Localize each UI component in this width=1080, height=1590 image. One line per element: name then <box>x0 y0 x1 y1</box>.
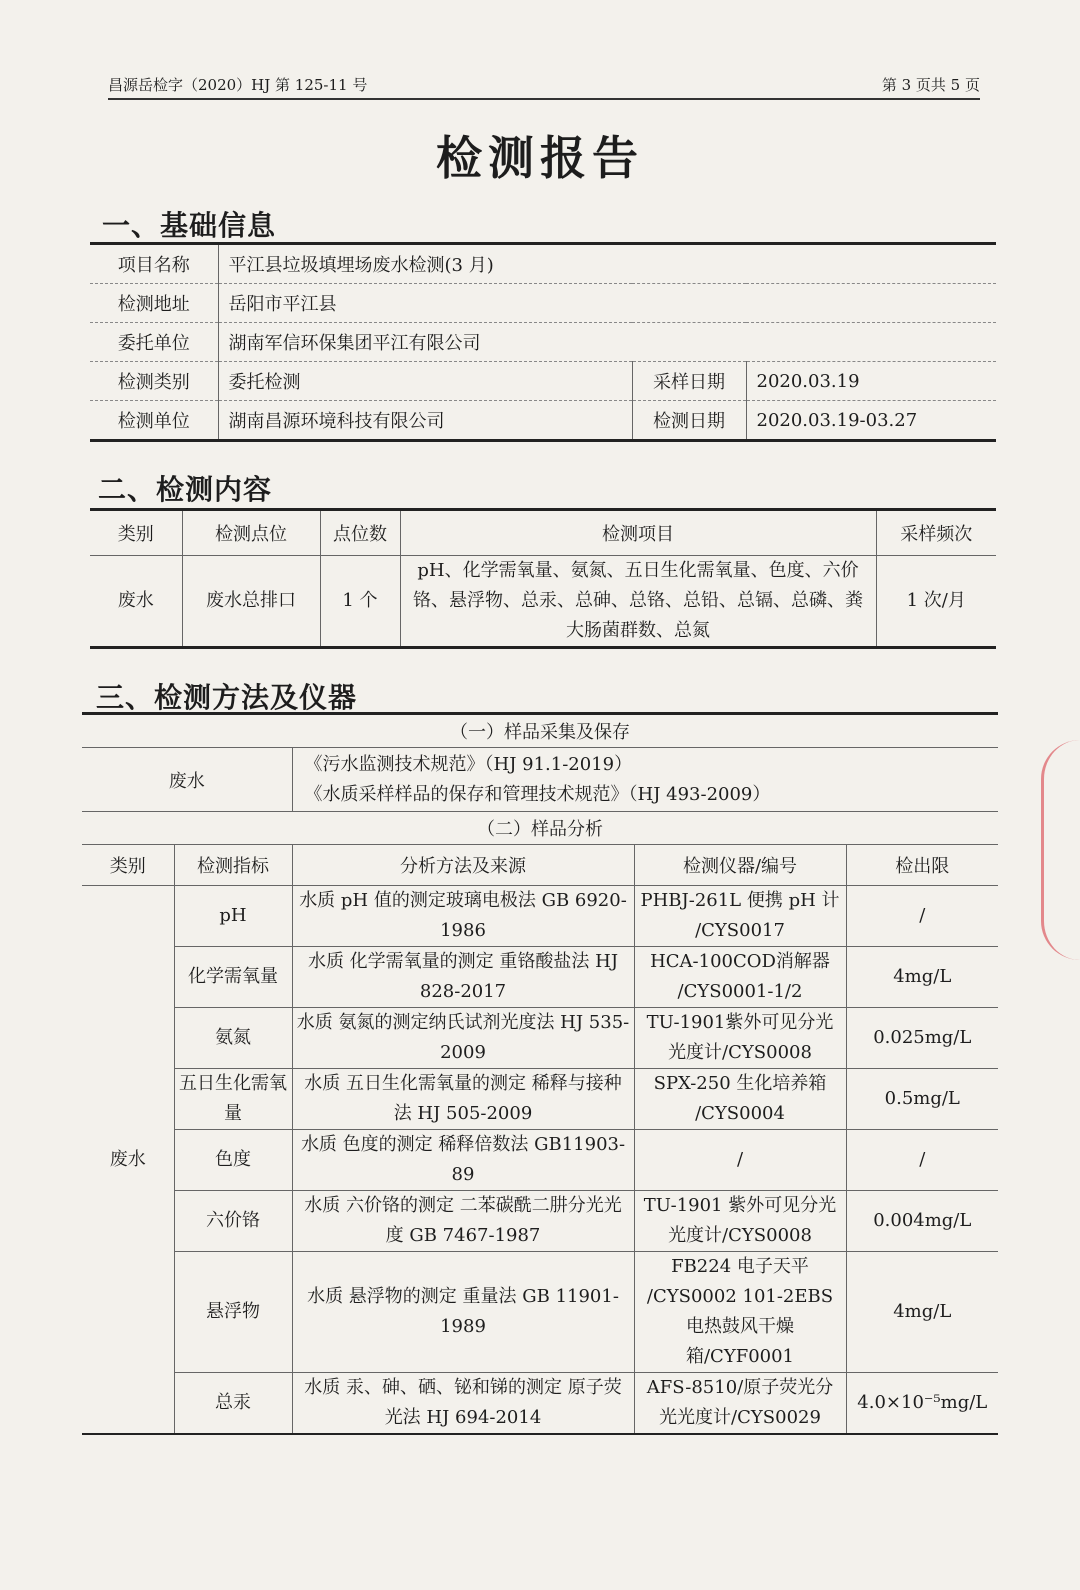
red-seal-stamp <box>1041 740 1080 960</box>
table-row <box>90 401 996 441</box>
category-cell: 废水 <box>90 556 182 648</box>
field-value: 委托检测 <box>218 362 632 401</box>
index-cell: 色度 <box>174 1130 292 1191</box>
column-header: 检测指标 <box>174 845 292 886</box>
sample-category: 废水 <box>82 748 292 812</box>
limit-cell: 4mg/L <box>846 1252 998 1373</box>
section-basic-info-heading: 一、基础信息 <box>102 209 277 242</box>
standard-item: 《水质采样样品的保存和管理技术规范》（HJ 493-2009） <box>304 783 771 805</box>
index-cell: 化学需氧量 <box>174 947 292 1008</box>
field-value: 湖南军信环保集团平江有限公司 <box>218 323 996 362</box>
table-row <box>82 947 998 1008</box>
section-content-heading: 二、检测内容 <box>98 473 273 506</box>
index-cell: 五日生化需氧量 <box>174 1069 292 1130</box>
method-cell: 水质 汞、砷、硒、铋和锑的测定 原子荧光法 HJ 694-2014 <box>292 1373 634 1435</box>
field-label: 检测地址 <box>90 284 218 323</box>
method-cell: 水质 pH 值的测定玻璃电极法 GB 6920-1986 <box>292 886 634 947</box>
field-value: 2020.03.19 <box>746 362 996 401</box>
page-header <box>108 72 980 100</box>
table-header-row <box>82 845 998 886</box>
method-cell: 水质 五日生化需氧量的测定 稀释与接种法 HJ 505-2009 <box>292 1069 634 1130</box>
table-row <box>82 1373 998 1435</box>
section-methods-heading: 三、检测方法及仪器 <box>96 681 358 714</box>
field-label: 检测日期 <box>632 401 746 441</box>
limit-cell: / <box>846 1130 998 1191</box>
instrument-cell: TU-1901紫外可见分光光度计/CYS0008 <box>634 1008 846 1069</box>
method-cell: 水质 六价铬的测定 二苯碳酰二肼分光光度 GB 7467-1987 <box>292 1191 634 1252</box>
table-row <box>82 748 998 812</box>
instrument-cell: AFS-8510/原子荧光分光光度计/CYS0029 <box>634 1373 846 1435</box>
limit-cell: 0.025mg/L <box>846 1008 998 1069</box>
content-table <box>90 508 996 649</box>
limit-cell: 0.5mg/L <box>846 1069 998 1130</box>
table-row <box>90 556 996 648</box>
method-cell: 水质 色度的测定 稀释倍数法 GB11903-89 <box>292 1130 634 1191</box>
page-info: 第 3 页共 5 页 <box>881 76 980 94</box>
instrument-cell: PHBJ-261L 便携 pH 计 /CYS0017 <box>634 886 846 947</box>
category-cell: 废水 <box>82 886 174 1435</box>
frequency-cell: 1 次/月 <box>906 590 966 611</box>
method-cell: 水质 化学需氧量的测定 重铬酸盐法 HJ 828-2017 <box>292 947 634 1008</box>
field-value: 2020.03.19-03.27 <box>746 401 996 441</box>
instrument-cell: / <box>634 1130 846 1191</box>
table-header-row <box>90 510 996 556</box>
index-cell: 氨氮 <box>174 1008 292 1069</box>
table-row <box>90 244 996 284</box>
subsection-analysis: （二）样品分析 <box>82 812 998 845</box>
doc-number: 昌源岳检字（2020）HJ 第 125-11 号 <box>108 76 368 94</box>
limit-cell: 4.0×10⁻⁵mg/L <box>846 1373 998 1435</box>
instrument-cell: HCA-100COD消解器 /CYS0001-1/2 <box>634 947 846 1008</box>
index-cell: 六价铬 <box>174 1191 292 1252</box>
table-row <box>82 1008 998 1069</box>
field-value: 湖南昌源环境科技有限公司 <box>218 401 632 441</box>
column-header: 类别 <box>82 845 174 886</box>
field-label: 检测单位 <box>90 401 218 441</box>
column-header: 检测点位 <box>182 510 320 556</box>
table-row <box>82 1130 998 1191</box>
field-value: 岳阳市平江县 <box>218 284 996 323</box>
index-cell: 悬浮物 <box>174 1252 292 1373</box>
subsection-sampling: （一）样品采集及保存 <box>82 714 998 748</box>
method-cell: 水质 氨氮的测定纳氏试剂光度法 HJ 535-2009 <box>292 1008 634 1069</box>
field-label: 委托单位 <box>90 323 218 362</box>
column-header: 检出限 <box>846 845 998 886</box>
index-cell: pH <box>174 886 292 947</box>
column-header: 类别 <box>90 510 182 556</box>
instrument-cell: FB224 电子天平 /CYS0002 101-2EBS 电热鼓风干燥箱/CYF0001 <box>634 1252 846 1373</box>
field-label: 采样日期 <box>632 362 746 401</box>
field-label: 检测类别 <box>90 362 218 401</box>
instrument-cell: TU-1901 紫外可见分光光度计/CYS0008 <box>634 1191 846 1252</box>
field-value: 平江县垃圾填埋场废水检测(3 月) <box>218 244 996 284</box>
column-header: 采样频次 <box>876 510 996 556</box>
column-header: 检测项目 <box>400 510 876 556</box>
report-title: 检测报告 <box>436 131 644 185</box>
method-cell: 水质 悬浮物的测定 重量法 GB 11901-1989 <box>292 1252 634 1373</box>
column-header: 点位数 <box>320 510 400 556</box>
limit-cell: / <box>846 886 998 947</box>
instrument-cell: SPX-250 生化培养箱 /CYS0004 <box>634 1069 846 1130</box>
field-label: 项目名称 <box>90 244 218 284</box>
table-row <box>90 362 996 401</box>
point-cell: 废水总排口 <box>182 556 320 648</box>
table-row <box>90 323 996 362</box>
table-row <box>82 1252 998 1373</box>
items-cell: pH、化学需氧量、氨氮、五日生化需氧量、色度、六价铬、悬浮物、总汞、总砷、总铬、总铅、总镉、总磷、粪大肠菌群数、总氮 <box>400 556 876 648</box>
index-cell: 总汞 <box>174 1373 292 1435</box>
table-row <box>82 1069 998 1130</box>
table-row <box>90 284 996 323</box>
table-row <box>82 1191 998 1252</box>
table-row <box>82 886 998 947</box>
standard-item: 《污水监测技术规范》（HJ 91.1-2019） <box>304 753 633 775</box>
limit-cell: 4mg/L <box>846 947 998 1008</box>
count-cell: 1 个 <box>320 556 400 648</box>
basic-info-table <box>90 242 996 442</box>
limit-cell: 0.004mg/L <box>846 1191 998 1252</box>
methods-table <box>82 712 998 1435</box>
sampling-standards <box>292 748 998 812</box>
column-header: 检测仪器/编号 <box>634 845 846 886</box>
column-header: 分析方法及来源 <box>292 845 634 886</box>
